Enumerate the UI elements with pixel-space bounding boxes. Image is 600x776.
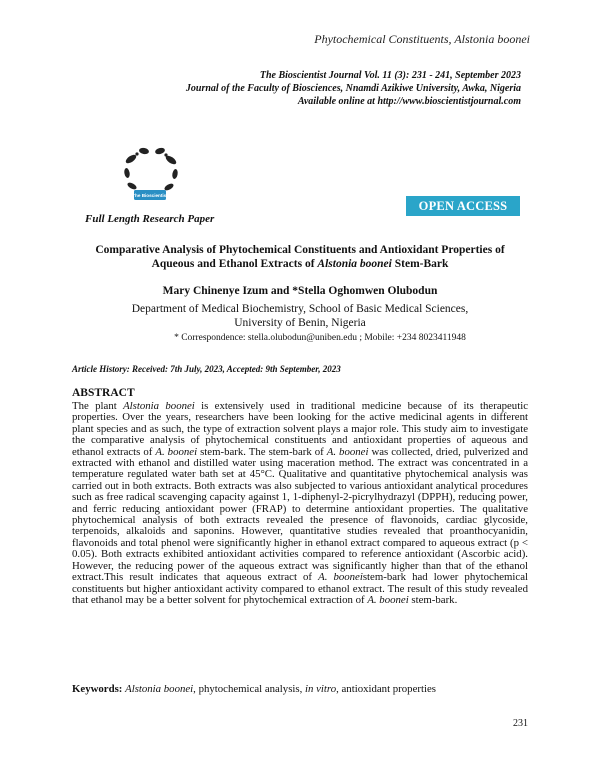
page-number: 231 — [513, 718, 528, 729]
paper-type: Full Length Research Paper — [85, 213, 215, 225]
correspondence: * Correspondence: stella.olubodun@uniben.edu ; Mobile: +234 8023411948 — [174, 333, 466, 343]
logo-text: The Bioscientist — [132, 193, 168, 198]
abstract-heading: ABSTRACT — [72, 387, 135, 399]
open-access-badge: OPEN ACCESS — [406, 196, 520, 216]
logo-leaves-icon — [124, 147, 179, 192]
paper-title — [60, 243, 540, 271]
abstract-body: The plant Alstonia boonei is extensively used in traditional medicine because of its therapeutic properties. Over the years, researchers have been looking for the active medicinal agents in different plant species and as such, the type of extraction solvent plays a major role. This study aim to investigate the comparative analysis of phytochemical constituents and antioxidant properties of aqueous and ethanol extracts of A. boonei stem-bark. The stem-bark of A. boonei was collected, dried, pulverized and extracted with ethanol and distilled water using maceration method. The extract was concentrated in a temperature regulated water bath set at 45°C. Qualitative and quantitative phytochemical analysis was carried out in both extracts. Both extracts was also subjected to various antioxidant analytical procedures such as free radical scavenging capacity against 1, 1-diphenyl-2-picrylhydrazyl (DPPH), reducing power, and ferric reducing antioxidant power (FRAP) to determine antioxidant properties. The qualitative phytochemical analysis of both extracts revealed the presence of flavonoids, cardiac glycoside, terpenoids, alkaloids and saponins. However, quantitative studies revealed that proanthocyanidin, flavonoids and total phenol were significantly higher in ethanol extract compared to aqueous extract (p < 0.05). Both extracts exhibited antioxidant activities compared to reference antioxidant (Ascorbic acid). However, the reducing power of the aqueous extract was significantly higher than that of the ethanol extract.This result indicates that aqueous extract of A. booneistem-bark had lower phytochemical constituents but higher antioxidant activity compared to ethanol extract. The result of this study revealed that ethanol may be a better solvent for phytochemical extraction of A. boonei stem-bark. — [72, 400, 528, 606]
journal-info — [101, 69, 521, 108]
authors: Mary Chinenye Izum and *Stella Oghomwen Olubodun — [162, 285, 438, 297]
affiliation-department: Department of Medical Biochemistry, School of Basic Medical Sciences, — [131, 303, 469, 315]
running-head: Phytochemical Constituents, Alstonia boonei — [314, 32, 530, 46]
journal-citation: The Bioscientist Journal Vol. 11 (3): 231 - 241, September 2023 — [259, 70, 521, 81]
journal-logo — [120, 145, 180, 203]
affiliation-university: University of Benin, Nigeria — [234, 317, 366, 329]
keywords-label: Keywords: — [72, 683, 123, 695]
article-history: Article History: Received: 7th July, 2023, Accepted: 9th September, 2023 — [72, 364, 341, 374]
keywords: Keywords: Alstonia boonei, phytochemical analysis, in vitro, antioxidant properties — [72, 683, 436, 695]
title-line-1: Comparative Analysis of Phytochemical Constituents and Antioxidant Properties of — [95, 244, 505, 256]
affiliation — [60, 302, 540, 330]
title-line-2: Aqueous and Ethanol Extracts of Alstonia boonei Stem-Bark — [151, 258, 449, 270]
journal-faculty: Journal of the Faculty of Biosciences, Nnamdi Azikiwe University, Awka, Nigeria — [185, 83, 521, 94]
journal-url: Available online at http://www.bioscientistjournal.com — [297, 96, 521, 107]
